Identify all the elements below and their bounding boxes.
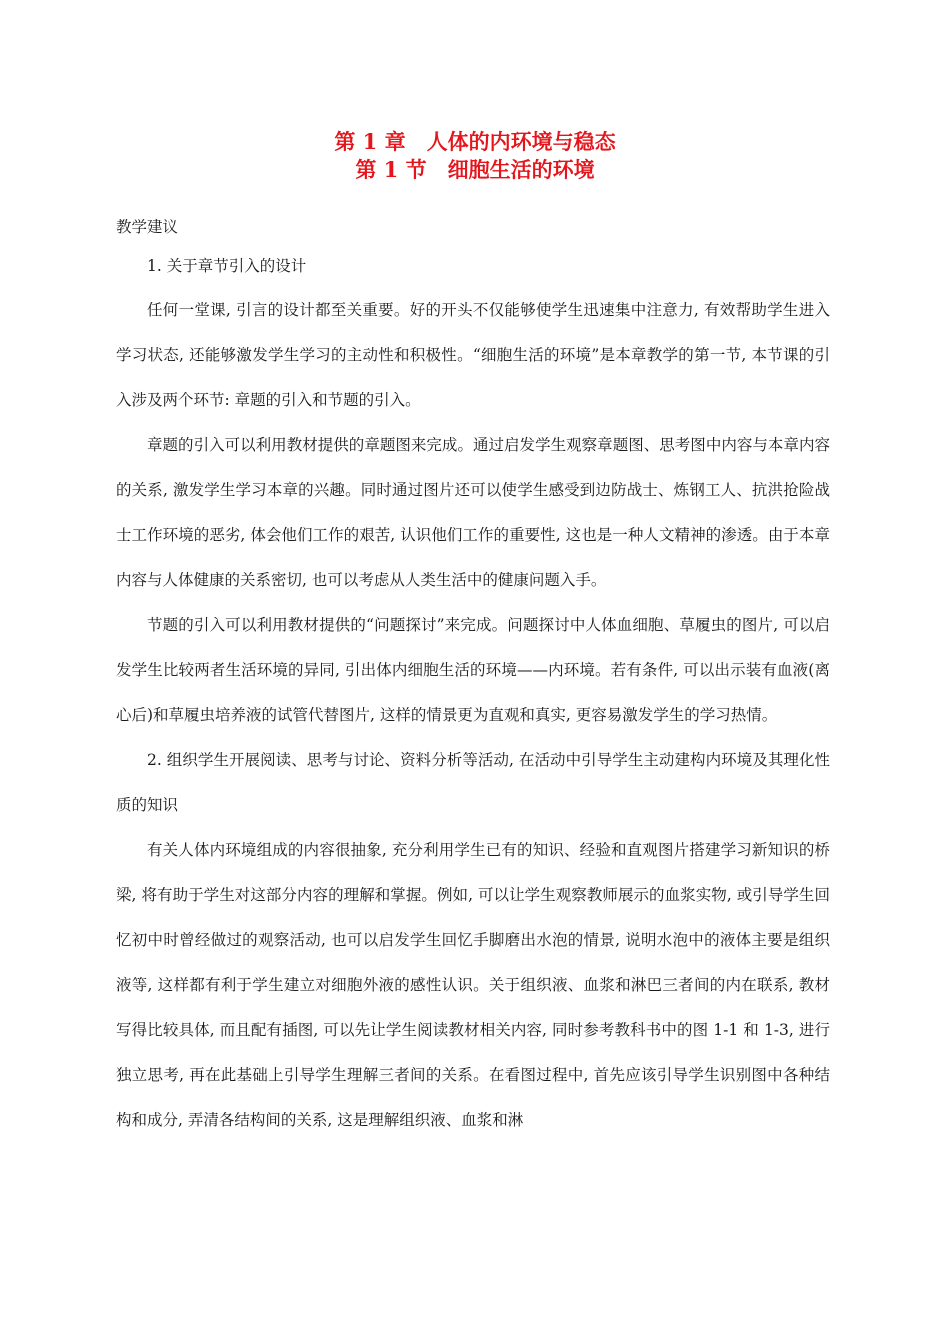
title-block [0,128,950,184]
section-title: 第 1 节 细胞生活的环境 [355,157,595,182]
paragraph-1: 任何一堂课, 引言的设计都至关重要。好的开头不仅能够使学生迅速集中注意力, 有效帮助学生进入学习状态, 还能够激发学生学习的主动性和积极性。“细胞生活的环境”是本章教学的第一节, 本节课的引入涉及两个环节: 章题的引入和节题的引入。 [116,301,830,409]
paragraph-3: 节题的引入可以利用教材提供的“问题探讨”来完成。问题探讨中人体血细胞、草履虫的图片, 可以启发学生比较两者生活环境的异同, 引出体内细胞生活的环境——内环境。若有条件, 可以出示装有血液(离心后)和草履虫培养液的试管代替图片, 这样的情景更为直观和真实, 更容易激发学生的学习热情。 [116,616,830,724]
chapter-title: 第 1 章 人体的内环境与稳态 [334,129,616,154]
paragraph-4: 有关人体内环境组成的内容很抽象, 充分利用学生已有的知识、经验和直观图片搭建学习新知识的桥梁, 将有助于学生对这部分内容的理解和掌握。例如, 可以让学生观察教师展示的血浆实物, 或引导学生回忆初中时曾经做过的观察活动, 也可以启发学生回忆手脚磨出水泡的情景, 说明水泡中的液体主要是组织液等, 这样都有利于学生建立对细胞外液的感性认识。关于组织液、血浆和淋巴三者间的内在联系, 教材写得比较具体, 而且配有插图, 可以先让学生阅读教材相关内容, 同时参考教科书中的图 1-1 和 1-3, 进行独立思考, 再在此基础上引导学生理解三者间的关系。在看图过程中, 首先应该引导学生识别图中各种结构和成分, 弄清各结构间的关系, 这是理解组织液、血浆和淋 [116,841,830,1129]
teaching-suggestions-heading: 教学建议 [116,218,179,236]
document-body [116,216,830,1143]
item-heading-2: 2. 组织学生开展阅读、思考与讨论、资料分析等活动, 在活动中引导学生主动建构内环境及其理化性质的知识 [116,751,830,814]
paragraph-2: 章题的引入可以利用教材提供的章题图来完成。通过启发学生观察章题图、思考图中内容与本章内容的关系, 激发学生学习本章的兴趣。同时通过图片还可以使学生感受到边防战士、炼钢工人、抗洪抢险战士工作环境的恶劣, 体会他们工作的艰苦, 认识他们工作的重要性, 这也是一种人文精神的渗透。由于本章内容与人体健康的关系密切, 也可以考虑从人类生活中的健康问题入手。 [116,436,830,589]
item-heading-1: 1. 关于章节引入的设计 [147,257,307,275]
